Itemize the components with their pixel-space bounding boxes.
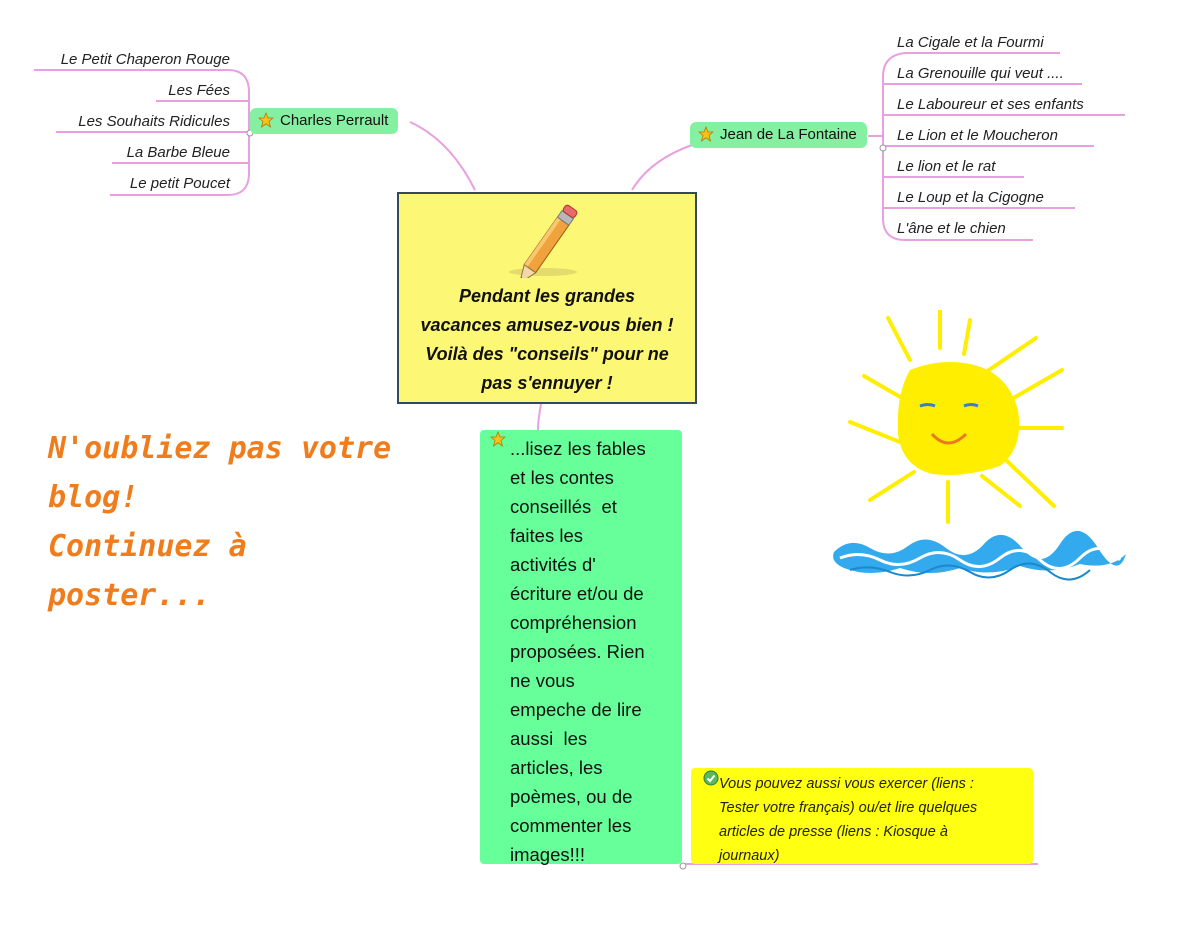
star-icon <box>698 126 714 142</box>
fontaine-leaf[interactable]: Le Laboureur et ses enfants <box>897 96 1084 113</box>
advice-topic[interactable] <box>480 430 682 864</box>
topic-charles-perrault[interactable] <box>250 108 398 134</box>
perrault-leaf[interactable]: Le petit Poucet <box>129 175 230 192</box>
star-icon <box>490 431 506 447</box>
central-topic-text: Pendant les grandes vacances amusez-vous bien ! Voilà des "conseils" pour ne pas s'ennuyer ! <box>420 286 674 393</box>
fontaine-leaf[interactable]: La Grenouille qui veut .... <box>897 65 1064 82</box>
advice-text: ...lisez les fables et les contes conseillés et faites les activités d' écriture et/ou de compréhension proposées. Rien ne vous empeche de lire aussi les articles, les poèmes, ou de commenter les images!!! <box>510 438 646 865</box>
exercise-topic[interactable] <box>691 768 1033 864</box>
perrault-leaf[interactable]: Le Petit Chaperon Rouge <box>60 51 230 68</box>
exercise-text: Vous pouvez aussi vous exercer (liens : Tester votre français) ou/et lire quelques articles de presse (liens : Kiosque à journaux) <box>719 776 978 864</box>
perrault-leaf[interactable]: Les Fées <box>168 82 230 99</box>
check-icon <box>703 770 719 786</box>
pencil-icon <box>507 202 593 278</box>
sun-drawing <box>840 310 1070 530</box>
fontaine-leaf[interactable]: L'âne et le chien <box>897 220 1006 237</box>
topic-jean-de-la-fontaine[interactable] <box>690 122 867 148</box>
fontaine-leaf[interactable]: Le Loup et la Cigogne <box>897 189 1044 206</box>
fontaine-leaf[interactable]: Le lion et le rat <box>897 158 996 175</box>
waves-drawing <box>830 530 1130 585</box>
star-icon <box>258 112 274 128</box>
fontaine-leaf[interactable]: La Cigale et la Fourmi <box>897 34 1044 51</box>
central-topic[interactable] <box>397 192 697 404</box>
topic-label: Charles Perrault <box>280 112 389 129</box>
perrault-leaf[interactable]: La Barbe Bleue <box>126 144 230 161</box>
perrault-leaf[interactable]: Les Souhaits Ridicules <box>78 113 230 130</box>
blog-reminder-text: N'oubliez pas votre blog! Continuez à poster... <box>48 431 392 613</box>
topic-label: Jean de La Fontaine <box>720 126 857 143</box>
fontaine-leaf[interactable]: Le Lion et le Moucheron <box>897 127 1058 144</box>
